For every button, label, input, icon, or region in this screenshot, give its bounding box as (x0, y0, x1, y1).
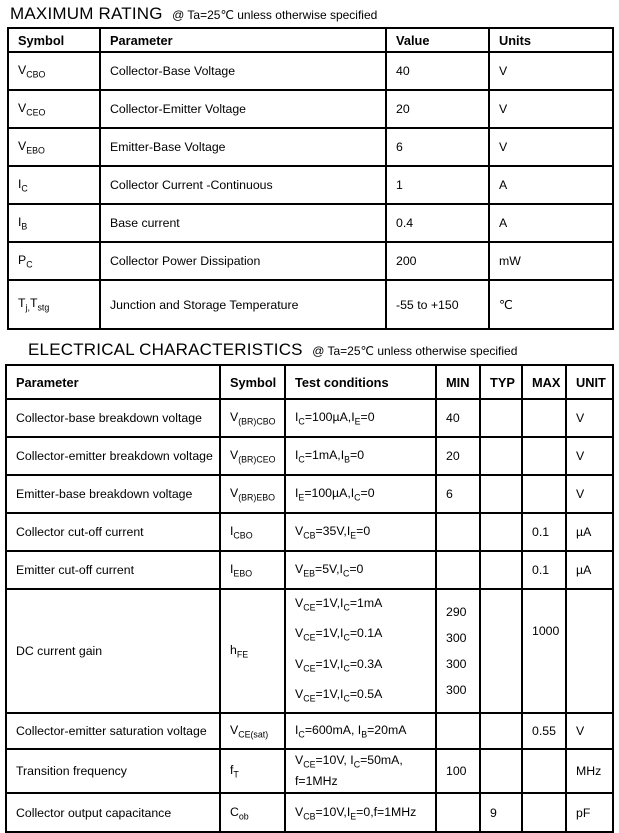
parameter-cell: Collector Current -Continuous (100, 166, 386, 204)
symbol-cell: $T_{j,}T_{stg}$ (8, 280, 100, 329)
condition-line: $V_{CE}=1V,I_C=0.1A$ (295, 626, 383, 643)
parameter-cell: Collector-emitter breakdown voltage (6, 437, 220, 475)
col-header-test-conditions: Test conditions (285, 365, 436, 399)
parameter-cell: Collector-base breakdown voltage (6, 399, 220, 437)
table-row (8, 204, 613, 242)
max-cell (522, 399, 566, 437)
conditions-cell (285, 589, 436, 713)
condition-line: $V_{CE}=1V,I_C=0.3A$ (295, 656, 383, 674)
parameter-cell: Emitter cut-off current (6, 551, 220, 589)
unit-cell: V (566, 713, 613, 749)
table-row (6, 475, 613, 513)
unit-cell: µA (566, 513, 613, 551)
min-cell (436, 793, 480, 832)
parameter-cell: Collector output capacitance (6, 793, 220, 832)
typ-cell (480, 551, 522, 589)
max-cell (522, 793, 566, 832)
parameter-cell: Transition frequency (6, 749, 220, 793)
max-cell: 1000 (522, 589, 566, 713)
symbol-cell: $V_{CEO}$ (8, 90, 100, 128)
table-row (6, 551, 613, 589)
parameter-cell: Junction and Storage Temperature (100, 280, 386, 329)
max-rating-header-row (8, 28, 613, 52)
min-value-line: 290 (446, 604, 467, 619)
col-header-unit: UNIT (566, 365, 613, 399)
max-rating-table (7, 27, 614, 330)
table-row (6, 399, 613, 437)
parameter-cell: Emitter-Base Voltage (100, 128, 386, 166)
parameter-cell: DC current gain (6, 589, 220, 713)
parameter-cell: Emitter-base breakdown voltage (6, 475, 220, 513)
col-header-units: Units (489, 28, 613, 52)
unit-cell: pF (566, 793, 613, 832)
table-row (6, 437, 613, 475)
col-header-max: MAX (522, 365, 566, 399)
parameter-cell: Base current (100, 204, 386, 242)
symbol-cell: $V_{(BR)CBO}$ (220, 399, 285, 437)
min-cell (436, 589, 480, 713)
table-row (8, 166, 613, 204)
condition-line: $V_{CE}=1V,I_C=1mA$ (295, 596, 383, 613)
conditions-cell: $I_C=100\mu A,I_E=0$ (285, 399, 436, 437)
col-header-parameter: Parameter (6, 365, 220, 399)
col-header-symbol: Symbol (220, 365, 285, 399)
max-cell: 0.1 (522, 513, 566, 551)
units-cell: V (489, 90, 613, 128)
electrical-characteristics-subtitle: @ Ta=25℃ unless otherwise specified (312, 344, 518, 358)
conditions-cell: $I_C=1mA,I_B=0$ (285, 437, 436, 475)
symbol-cell: $C_{ob}$ (220, 793, 285, 832)
typ-cell (480, 749, 522, 793)
typ-cell: 9 (480, 793, 522, 832)
symbol-cell: $I_{CBO}$ (220, 513, 285, 551)
col-header-min: MIN (436, 365, 480, 399)
table-row (6, 713, 613, 749)
conditions-cell: $I_C=600mA$, $I_B=20mA$ (285, 713, 436, 749)
unit-cell: MHz (566, 749, 613, 793)
table-row (6, 793, 613, 832)
min-value-line: 300 (446, 630, 467, 645)
symbol-cell: $f_T$ (220, 749, 285, 793)
units-cell: V (489, 128, 613, 166)
table-row (8, 242, 613, 280)
max-rating-subtitle: @ Ta=25℃ unless otherwise specified (172, 8, 378, 22)
symbol-cell: $V_{(BR)EBO}$ (220, 475, 285, 513)
symbol-cell: $P_C$ (8, 242, 100, 280)
value-cell: 1 (386, 166, 489, 204)
units-cell: A (489, 166, 613, 204)
col-header-typ: TYP (480, 365, 522, 399)
value-cell: 0.4 (386, 204, 489, 242)
value-cell: 20 (386, 90, 489, 128)
symbol-cell: $h_{FE}$ (220, 589, 285, 713)
unit-cell: µA (566, 551, 613, 589)
units-cell: A (489, 204, 613, 242)
conditions-cell: $V_{CB}=10V,I_E=0,f=1MHz$ (285, 793, 436, 832)
parameter-cell: Collector-emitter saturation voltage (6, 713, 220, 749)
max-cell: 0.55 (522, 713, 566, 749)
min-value-line: 300 (446, 656, 467, 671)
typ-cell (480, 475, 522, 513)
table-row (8, 280, 613, 329)
min-cell (436, 713, 480, 749)
unit-cell: V (566, 437, 613, 475)
conditions-cell: $I_E=100\mu A,I_C=0$ (285, 475, 436, 513)
max-cell (522, 749, 566, 793)
typ-cell (480, 437, 522, 475)
conditions-cell: $V_{EB}=5V,I_C=0$ (285, 551, 436, 589)
max-cell (522, 437, 566, 475)
conditions-cell: $V_{CB}=35V,I_E=0$ (285, 513, 436, 551)
units-cell: mW (489, 242, 613, 280)
value-cell: 200 (386, 242, 489, 280)
electrical-characteristics-title: ELECTRICAL CHARACTERISTICS (28, 340, 303, 359)
typ-cell (480, 399, 522, 437)
col-header-parameter: Parameter (100, 28, 386, 52)
col-header-value: Value (386, 28, 489, 52)
table-row (8, 90, 613, 128)
unit-cell: V (566, 475, 613, 513)
value-cell: 6 (386, 128, 489, 166)
parameter-cell: Collector Power Dissipation (100, 242, 386, 280)
parameter-cell: Collector-Base Voltage (100, 52, 386, 90)
min-value-line: 300 (446, 682, 467, 697)
table-row (6, 749, 613, 793)
symbol-cell: $V_{CBO}$ (8, 52, 100, 90)
symbol-cell: $V_{EBO}$ (8, 128, 100, 166)
value-cell: 40 (386, 52, 489, 90)
units-cell: ℃ (489, 280, 613, 329)
parameter-cell: Collector cut-off current (6, 513, 220, 551)
table-row-dc-current-gain (6, 589, 613, 713)
symbol-cell: $V_{CE(sat)}$ (220, 713, 285, 749)
value-cell: -55 to +150 (386, 280, 489, 329)
unit-cell (566, 589, 613, 713)
typ-cell (480, 713, 522, 749)
min-cell: 100 (436, 749, 480, 793)
typ-cell (480, 513, 522, 551)
table-row (8, 52, 613, 90)
units-cell: V (489, 52, 613, 90)
min-cell: 6 (436, 475, 480, 513)
table-row (6, 513, 613, 551)
symbol-cell: $I_C$ (8, 166, 100, 204)
min-cell: 20 (436, 437, 480, 475)
max-cell: 0.1 (522, 551, 566, 589)
min-cell (436, 513, 480, 551)
min-cell: 40 (436, 399, 480, 437)
symbol-cell: $I_B$ (8, 204, 100, 242)
electrical-header-row (6, 365, 613, 399)
electrical-characteristics-table (5, 364, 614, 833)
min-cell (436, 551, 480, 589)
symbol-cell: $V_{(BR)CEO}$ (220, 437, 285, 475)
max-rating-title: MAXIMUM RATING (10, 4, 163, 23)
typ-cell (480, 589, 522, 713)
unit-cell: V (566, 399, 613, 437)
symbol-cell: $I_{EBO}$ (220, 551, 285, 589)
col-header-symbol: Symbol (8, 28, 100, 52)
parameter-cell: Collector-Emitter Voltage (100, 90, 386, 128)
max-cell (522, 475, 566, 513)
table-row (8, 128, 613, 166)
max-rating-heading (10, 4, 619, 24)
condition-line: $V_{CE}=1V,I_C=0.5A$ (295, 687, 383, 704)
electrical-characteristics-heading (28, 340, 619, 360)
conditions-cell: $V_{CE}=10V$, $I_C=50mA$, f=1MHz (285, 749, 436, 793)
